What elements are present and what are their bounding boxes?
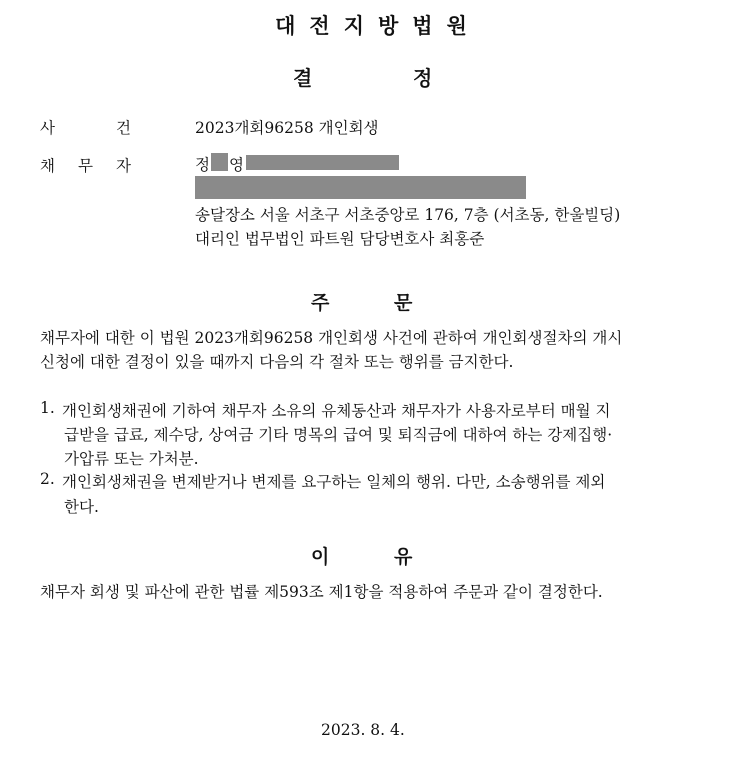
case-number: 2023개회96258 개인회생	[195, 119, 379, 137]
order-title-left: 주	[311, 292, 330, 314]
document-title-left: 결	[293, 66, 313, 90]
order-intro-line: 채무자에 대한 이 법원 2023개회96258 개인회생 사건에 관하여 개인회생절차의 개시	[40, 329, 623, 347]
debtor-label-char: 자	[116, 157, 131, 175]
name-redaction	[211, 153, 228, 171]
reason-title-right: 유	[394, 546, 413, 568]
agent: 대리인 법무법인 파트원 담당변호사 최홍준	[195, 230, 485, 248]
item-number: 1.	[40, 399, 55, 417]
reason-text: 채무자 회생 및 파산에 관한 법률 제593조 제1항을 적용하여 주문과 같이 결정한다.	[40, 583, 603, 601]
debtor-name-last: 영	[229, 156, 244, 174]
item-number: 2.	[40, 470, 55, 488]
case-label-char: 건	[116, 119, 131, 137]
decision-date: 2023. 8. 4.	[321, 721, 405, 739]
case-label-char: 사	[40, 119, 55, 137]
order-intro-line: 신청에 대한 결정이 있을 때까지 다음의 각 절차 또는 행위를 금지한다.	[40, 353, 514, 371]
debtor-label-char: 채	[40, 157, 55, 175]
reason-title-left: 이	[311, 546, 330, 568]
service-address: 송달장소 서울 서초구 서초중앙로 176, 7층 (서초동, 한울빌딩)	[195, 206, 621, 224]
debtor-name-first: 정	[195, 156, 210, 174]
court-name: 대전지방법원	[275, 14, 481, 38]
debtor-name	[195, 153, 210, 175]
item-line: 한다.	[64, 498, 99, 516]
item-line: 개인회생채권을 변제받거나 변제를 요구하는 일체의 행위. 다만, 소송행위를 제외	[62, 473, 606, 491]
item-line: 가압류 또는 가처분.	[64, 450, 199, 468]
debtor-label-char: 무	[78, 157, 93, 175]
item-line: 개인회생채권에 기하여 채무자 소유의 유체동산과 채무자가 사용자로부터 매월 지	[62, 402, 611, 420]
id-redaction	[246, 155, 399, 170]
item-line: 급받을 급료, 제수당, 상여금 기타 명목의 급여 및 퇴직금에 대하여 하는 강제집행·	[64, 426, 613, 444]
address-redaction	[195, 176, 526, 199]
order-title-right: 문	[394, 292, 413, 314]
document-title-right: 정	[413, 66, 433, 90]
